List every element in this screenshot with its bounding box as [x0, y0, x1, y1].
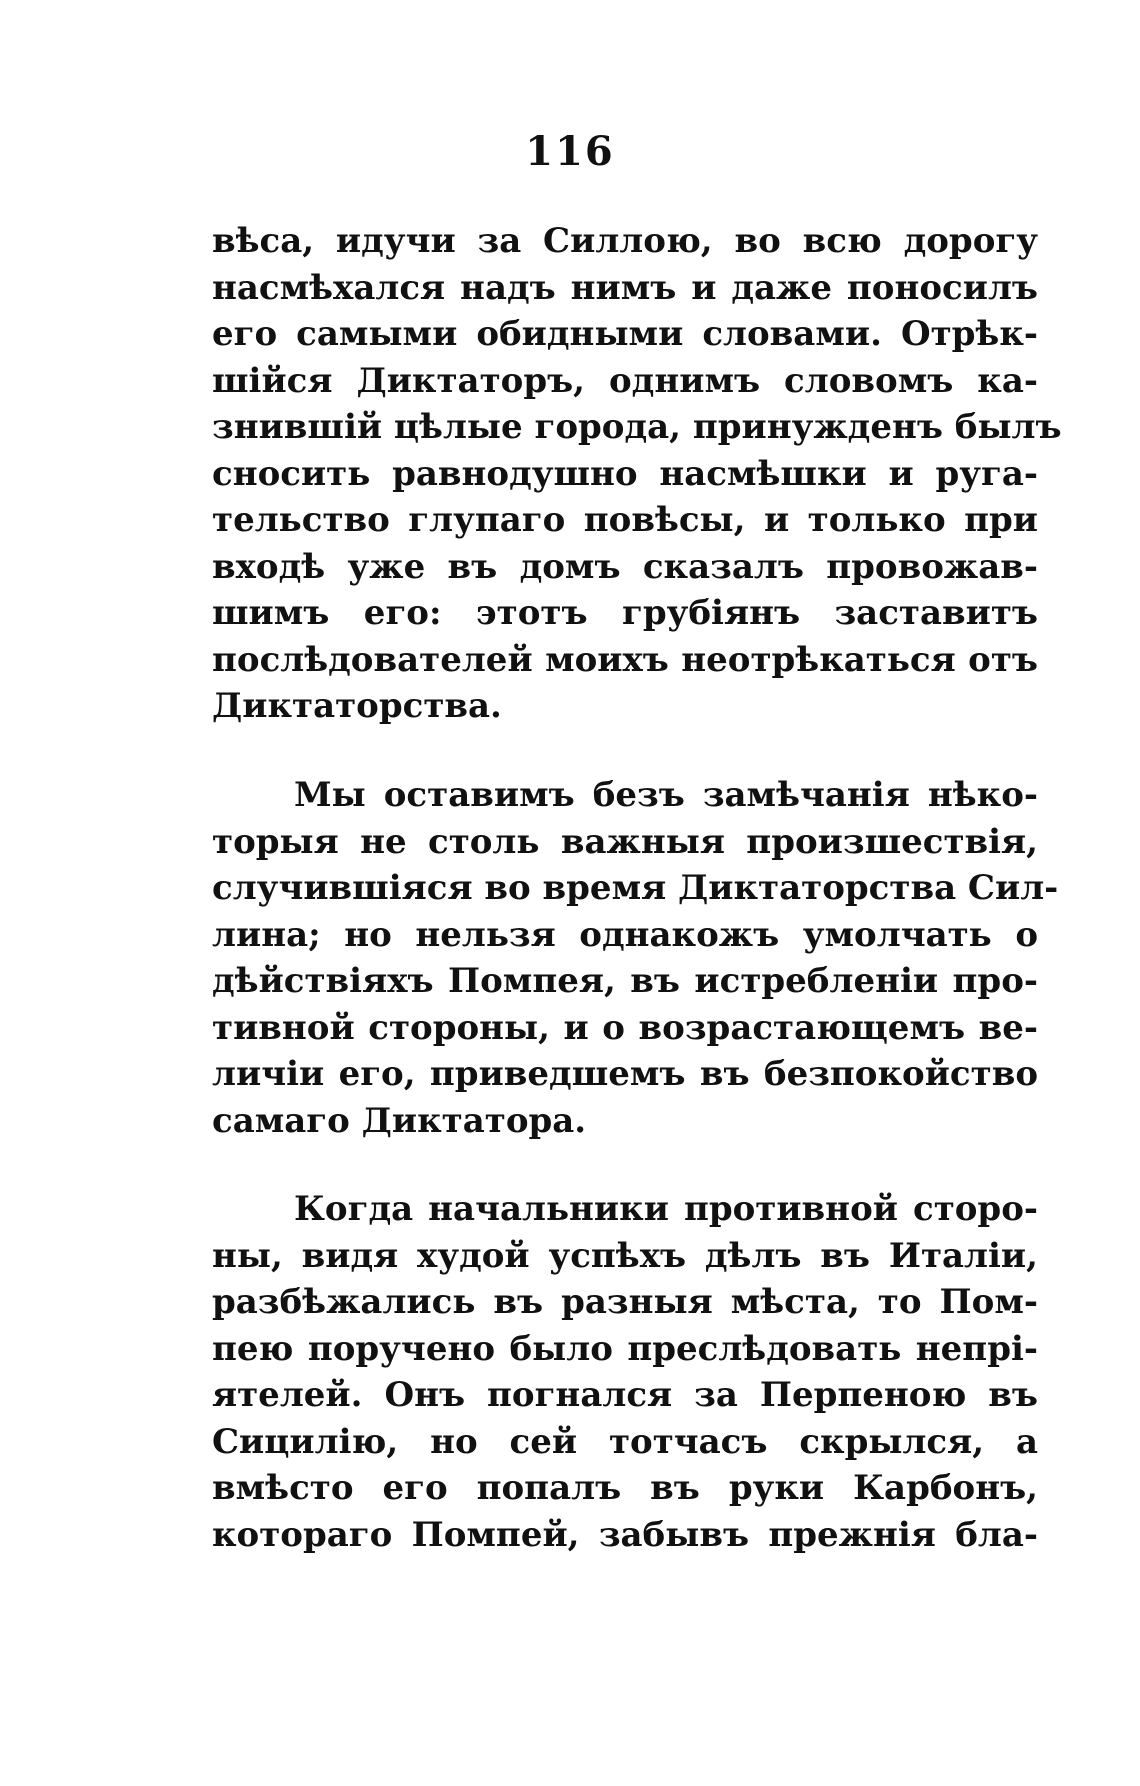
text-line: ны, видя худой успѣхъ дѣлъ въ Италіи,	[212, 1235, 1038, 1276]
text-line: дѣйствіяхъ Помпея, въ истребленіи про-	[212, 961, 1038, 1001]
text-line: вѣса, идучи за Силлою, во всю дорогу	[212, 221, 1038, 261]
text-line: шійся Диктаторъ, однимъ словомъ ка-	[212, 360, 1038, 401]
text-line: разбѣжались въ разныя мѣста, то Пом-	[212, 1282, 1038, 1322]
paragraph-2	[212, 772, 1059, 1144]
text-line: случившіяся во время Диктаторства Сил-	[212, 868, 1059, 908]
text-line: насмѣхался надъ нимъ и даже поносилъ	[212, 267, 1038, 308]
paragraph-3	[212, 1186, 1038, 1558]
text-line: Диктаторства.	[212, 686, 502, 726]
text-line: шимъ его: этотъ грубіянъ заставитъ	[212, 593, 1038, 633]
text-line: Мы оставимъ безъ замѣчанія нѣко-	[294, 775, 1038, 815]
text-line: тельство глупаго повѣсы, и только при	[212, 500, 1038, 540]
text-line: Сицилію, но сей тотчасъ скрылся, а	[212, 1421, 1038, 1462]
text-line: вмѣсто его попалъ въ руки Карбонъ,	[212, 1468, 1038, 1508]
page-number: 116	[525, 128, 615, 175]
text-line: входѣ уже въ домъ сказалъ провожав-	[212, 546, 1038, 587]
text-line: личіи его, приведшемъ въ безпокойство	[212, 1054, 1038, 1094]
text-line: пею поручено было преслѣдовать непрі-	[212, 1328, 1038, 1369]
text-line: послѣдователей моихъ неотрѣкаться отъ	[212, 639, 1038, 680]
text-line: котораго Помпей, забывъ прежнія бла-	[212, 1514, 1038, 1555]
text-line: самаго Диктатора.	[212, 1100, 587, 1141]
text-line: лина; но нельзя однакожъ умолчать о	[212, 914, 1038, 955]
text-line: его самыми обидными словами. Отрѣк-	[212, 314, 1038, 354]
text-line: сносить равнодушно насмѣшки и руга-	[212, 453, 1038, 494]
text-line: знившій цѣлые города, принужденъ былъ	[212, 407, 1062, 447]
paragraph-1	[212, 218, 1062, 730]
text-line: ятелей. Онъ погнался за Перпеною въ	[212, 1375, 1038, 1415]
text-line: торыя не столь важныя произшествія,	[212, 821, 1038, 862]
text-line: Когда начальники противной сторо-	[294, 1189, 1038, 1229]
text-line: тивной стороны, и о возрастающемъ ве-	[212, 1007, 1038, 1048]
